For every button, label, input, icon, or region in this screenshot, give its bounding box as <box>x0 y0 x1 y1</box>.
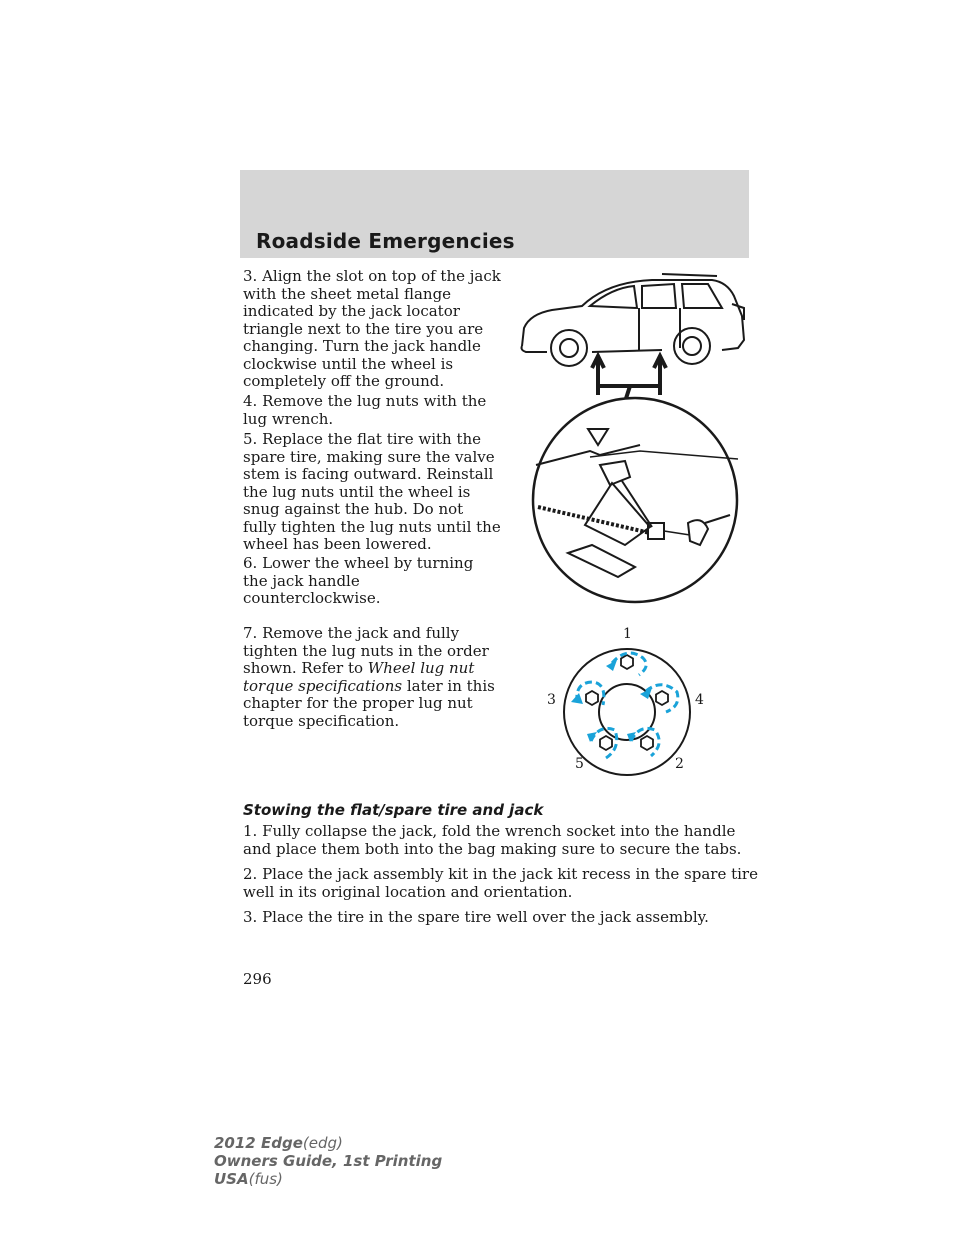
instruction-step-7: 7. Remove the jack and fully tighten the lug nuts in the order shown. Refer to Wheel lug nut torque specifications later in this chapter for the proper lug nut torque specification. <box>243 624 495 730</box>
lug-nut-3 <box>586 691 598 705</box>
lug-nut-5 <box>600 736 612 750</box>
stowing-step-2: 2. Place the jack assembly kit in the jack kit recess in the spare tire well in its original location and orientation. <box>243 865 758 901</box>
stowing-heading: Stowing the flat/spare tire and jack <box>243 801 544 819</box>
torque-spec-reference: Wheel lug nut torque specifications <box>243 659 475 695</box>
order-label-4: 4 <box>695 692 704 708</box>
stowing-step-1: 1. Fully collapse the jack, fold the wrench socket into the handle and place them both into the bag making sure to secure the tabs. <box>243 822 742 858</box>
footer-print-info: 2012 Edge(edg) Owners Guide, 1st Printing USA(fus) <box>214 1134 443 1188</box>
order-label-2: 2 <box>675 756 684 772</box>
section-title: Roadside Emergencies <box>256 229 515 253</box>
instruction-step-5: 5. Replace the flat tire with the spare tire, making sure the valve stem is facing outward. Reinstall the lug nuts until the wheel is snug against the hub. Do not fully tighten the lug nuts until the wheel has been lowered. <box>243 430 501 553</box>
lug-nut-4 <box>656 691 668 705</box>
jack-detail-illustration <box>530 395 740 605</box>
instruction-step-6: 6. Lower the wheel by turning the jack handle counterclockwise. <box>243 554 474 607</box>
order-label-3: 3 <box>547 692 556 708</box>
page-number: 296 <box>243 970 272 988</box>
stowing-step-3: 3. Place the tire in the spare tire well over the jack assembly. <box>243 908 709 926</box>
instruction-step-4: 4. Remove the lug nuts with the lug wrench. <box>243 392 487 428</box>
order-label-1: 1 <box>623 626 632 642</box>
lug-nut-order-diagram <box>535 620 715 780</box>
instruction-step-3: 3. Align the slot on top of the jack with the sheet metal flange indicated by the jack locator triangle next to the tire you are changing. Turn the jack handle clockwise until the wheel is completely off the ground. <box>243 267 501 390</box>
order-label-5: 5 <box>575 756 584 772</box>
lug-nut-1 <box>621 655 633 669</box>
lug-nut-2 <box>641 736 653 750</box>
